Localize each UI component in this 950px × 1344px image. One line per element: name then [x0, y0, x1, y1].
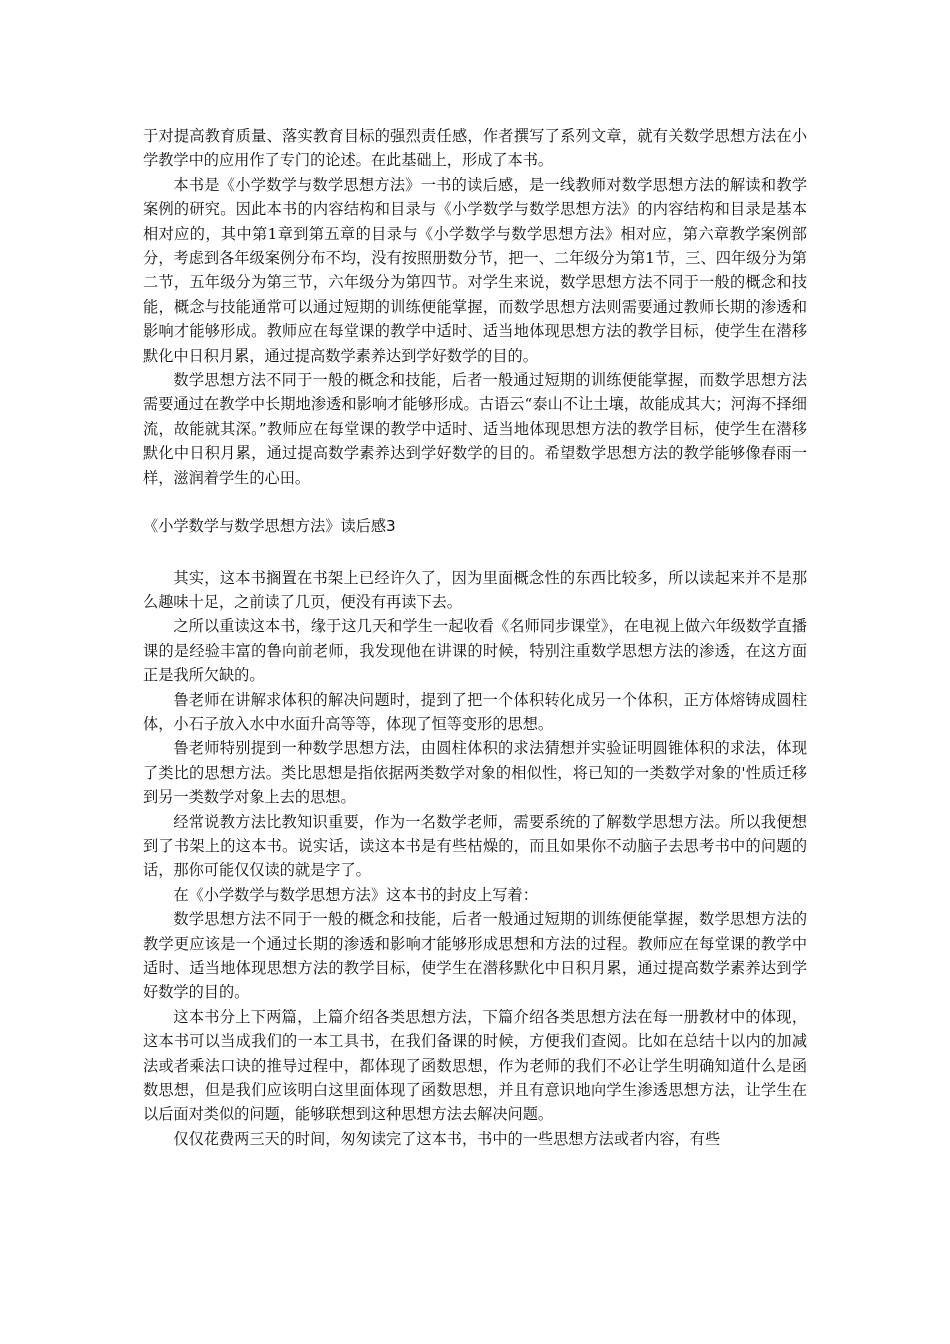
- paragraph-section-6: 在《小学数学与数学思想方法》这本书的封皮上写着：: [173, 885, 538, 904]
- document-body: [143, 124, 807, 1151]
- paragraph-section-4: 鲁老师特别提到一种数学思想方法，由圆柱体积的求法猜想并实验证明圆锥体积的求法，体现了类比的思想方法。类比思想是指依据两类数学对象的相似性，将已知的一类数学对象的'性质迁移到另一类数学对象上去的思想。: [143, 739, 807, 807]
- paragraph-section-9: 仅仅花费两三天的时间，匆匆读完了这本书，书中的一些思想方法或者内容，有些: [173, 1129, 721, 1148]
- paragraph-section-8: 这本书分上下两篇，上篇介绍各类思想方法，下篇介绍各类思想方法在每一册教材中的体现，这本书可以当成我们的一本工具书，在我们备课的时候，方便我们查阅。比如在总结十以内的加减法或者乘法口诀的推导过程中，都体现了函数思想，作为老师的我们不必让学生明确知道什么是函数思想，但是我们应该明白这里面体现了函数思想，并且有意识地向学生渗透思想方法，让学生在以后面对类似的问题，能够联想到这种思想方法去解决问题。: [143, 1007, 807, 1124]
- paragraph-section-1: 其实，这本书搁置在书架上已经许久了，因为里面概念性的东西比较多，所以读起来并不是那么趣味十足，之前读了几页，便没有再读下去。: [143, 568, 807, 611]
- section-heading: 《小学数学与数学思想方法》读后感3: [143, 517, 396, 536]
- paragraph-section-7: 数学思想方法不同于一般的概念和技能，后者一般通过短期的训练便能掌握，数学思想方法的教学更应该是一个通过长期的渗透和影响才能够形成思想和方法的过程。教师应在每堂课的教学中适时、适当地体现思想方法的教学目标，使学生在潜移默化中日积月累，通过提高数学素养达到学好数学的目的。: [143, 910, 807, 1002]
- paragraph-section-3: 鲁老师在讲解求体积的解决问题时，提到了把一个体积转化成另一个体积，正方体熔铸成圆柱体，小石子放入水中水面升高等等，体现了恒等变形的思想。: [143, 690, 807, 733]
- paragraph-book-overview: 本书是《小学数学与数学思想方法》一书的读后感，是一线教师对数学思想方法的解读和教学案例的研究。因此本书的内容结构和目录与《小学数学与数学思想方法》的内容结构和目录是基本相对应的，其中第1章到第五章的目录与《小学数学与数学思想方法》相对应，第六章教学案例部分，考虑到各年级案例分布不均，没有按照册数分节，把一、二年级分为第1节，三、四年级分为第二节，五年级分为第三节，六年级分为第四节。对学生来说，数学思想方法不同于一般的概念和技能，概念与技能通常可以通过短期的训练便能掌握，而数学思想方法则需要通过教师长期的渗透和影响才能够形成。教师应在每堂课的教学中适时、适当地体现思想方法的教学目标，使学生在潜移默化中日积月累，通过提高数学素养达到学好数学的目的。: [143, 175, 807, 365]
- paragraph-section-2: 之所以重读这本书，缘于这几天和学生一起收看《名师同步课堂》，在电视上做六年级数学直播课的是经验丰富的鲁向前老师，我发现他在讲课的时候，特别注重数学思想方法的渗透，在这方面正是我所欠缺的。: [143, 617, 807, 685]
- paragraph-section-5: 经常说教方法比教知识重要，作为一名数学老师，需要系统的了解数学思想方法。所以我便想到了书架上的这本书。说实话，读这本书是有些枯燥的，而且如果你不动脑子去思考书中的问题的话，那你可能仅仅读的就是字了。: [143, 812, 807, 880]
- paragraph-continuation: 于对提高教育质量、落实教育目标的强烈责任感，作者撰写了系列文章，就有关数学思想方法在小学教学中的应用作了专门的论述。在此基础上，形成了本书。: [143, 127, 807, 170]
- paragraph-thinking-methods: 数学思想方法不同于一般的概念和技能，后者一般通过短期的训练便能掌握，而数学思想方法需要通过在教学中长期地渗透和影响才能够形成。古语云“泰山不让土壤，故能成其大；河海不择细流，故能就其深。”教师应在每堂课的教学中适时、适当地体现思想方法的教学目标，使学生在潜移默化中日积月累，通过提高数学素养达到学好数学的目的。希望数学思想方法的教学能够像春雨一样，滋润着学生的心田。: [143, 371, 807, 487]
